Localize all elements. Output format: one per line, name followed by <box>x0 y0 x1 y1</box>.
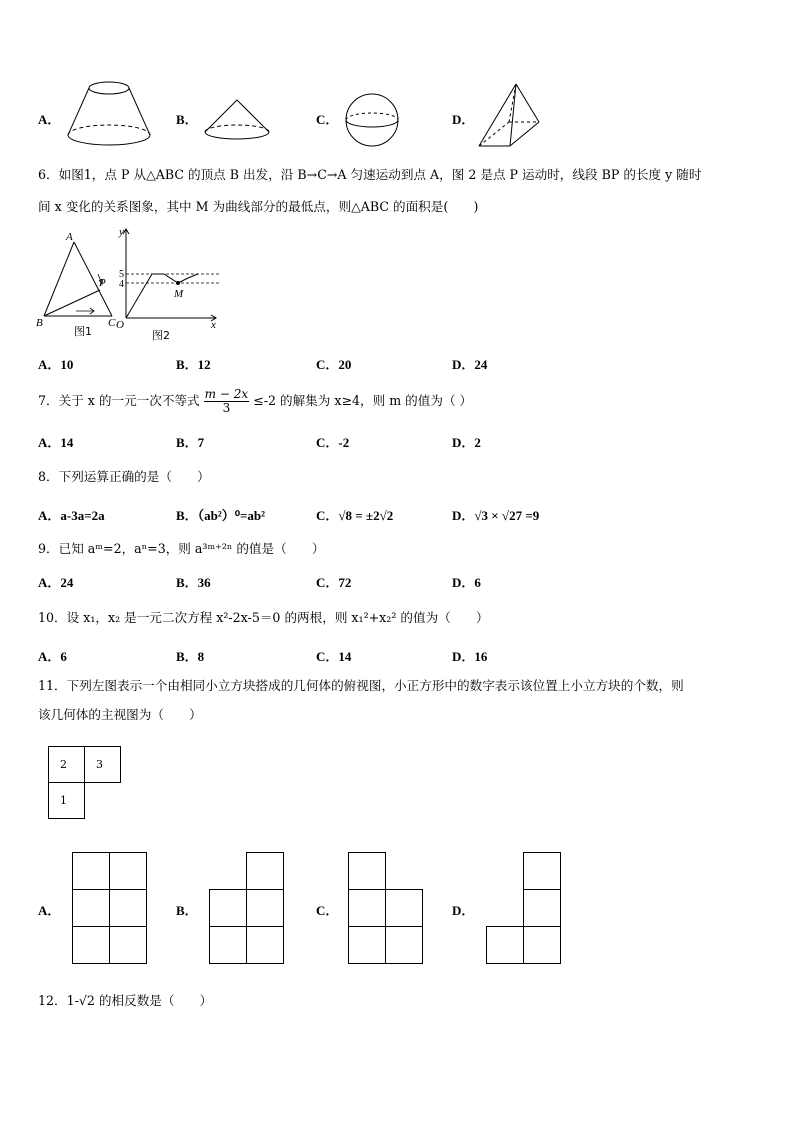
q6-fig2-axis-x: x <box>211 319 216 331</box>
q6-option-b: B．12 <box>176 357 211 372</box>
q7-option-c: C．-2 <box>316 435 350 450</box>
q5-option-d-label: D． <box>452 112 475 127</box>
q7-suffix: ≤-2 的解集为 x≥4，则 m 的值为（ ） <box>253 393 473 408</box>
q6-fig2-point-m: M <box>174 288 184 300</box>
q9-option-a: A．24 <box>38 575 74 590</box>
q11-top-view-count: 3 <box>96 758 103 771</box>
q6-fig2-tick-4: 4 <box>119 279 124 290</box>
q5-option-b-label: B． <box>176 112 198 127</box>
q5-option-c-label: C． <box>316 112 339 127</box>
q9-option-b: B．36 <box>176 575 211 590</box>
q10-question: 10．设 x₁，x₂ 是一元二次方程 x²-2x-5＝0 的两根，则 x₁²+x₂² 的值为（ ） <box>38 610 489 625</box>
q11-option-d-label: D． <box>452 903 475 918</box>
front-view-cell <box>348 926 386 964</box>
q7-frac-numerator: m − 2x <box>204 387 249 401</box>
q10-option-a: A．6 <box>38 649 67 664</box>
q9-option-d: D．6 <box>452 575 481 590</box>
q6-fig1-vertex-a: A <box>66 231 73 243</box>
front-view-cell <box>246 852 284 890</box>
q11-top-view-count: 1 <box>60 794 67 807</box>
q8-option-c: C．√8 = ±2√2 <box>316 508 394 523</box>
q6-question-line1: 6．如图1，点 P 从△ABC 的顶点 B 出发，沿 B→C→A 匀速运动到点 A，图 2 是点 P 运动时，线段 BP 的长度 y 随时 <box>38 167 702 182</box>
front-view-cell <box>209 889 247 927</box>
q8-option-d: D．√3 × √27 =9 <box>452 508 540 523</box>
front-view-cell <box>72 852 110 890</box>
front-view-cell <box>209 926 247 964</box>
q11-option-c-label: C． <box>316 903 339 918</box>
q10-option-c: C．14 <box>316 649 352 664</box>
q8-question: 8．下列运算正确的是（ ） <box>38 469 210 484</box>
q6-fig1-caption: 图1 <box>74 325 92 338</box>
sphere-figure <box>344 92 400 148</box>
q6-fig2-origin: O <box>116 319 124 331</box>
front-view-cell <box>72 926 110 964</box>
q12-question: 12．1-√2 的相反数是（ ） <box>38 993 213 1008</box>
cone-figure <box>202 98 272 143</box>
q8-option-b: B．（ab²）⁰=ab² <box>176 508 266 523</box>
q11-top-view-count: 2 <box>60 758 67 771</box>
q6-option-d: D．24 <box>452 357 488 372</box>
frustum-figure <box>64 80 154 150</box>
front-view-cell <box>109 889 147 927</box>
q6-fig2-tick-5: 5 <box>119 269 124 280</box>
front-view-cell <box>385 889 423 927</box>
front-view-cell <box>72 889 110 927</box>
front-view-cell <box>246 889 284 927</box>
q9-question: 9．已知 aᵐ=2，aⁿ=3，则 a³ᵐ⁺²ⁿ 的值是（ ） <box>38 541 325 556</box>
q7-frac-denominator: 3 <box>222 401 231 415</box>
q6-question-line2: 间 x 变化的关系图象，其中 M 为曲线部分的最低点，则△ABC 的面积是( ) <box>38 199 479 214</box>
q11-option-a-label: A． <box>38 903 61 918</box>
q7-option-d: D．2 <box>452 435 481 450</box>
front-view-cell <box>109 852 147 890</box>
front-view-cell <box>523 926 561 964</box>
q6-fig2-axis-y: y <box>119 226 124 238</box>
q7-option-a: A．14 <box>38 435 74 450</box>
q7-fraction <box>204 388 249 415</box>
q5-option-a-label: A． <box>38 112 61 127</box>
q6-option-c: C．20 <box>316 357 352 372</box>
q10-option-b: B．8 <box>176 649 205 664</box>
q10-option-d: D．16 <box>452 649 488 664</box>
q6-option-a: A．10 <box>38 357 74 372</box>
q6-fig1-vertex-c: C <box>108 317 116 329</box>
front-view-cell <box>385 926 423 964</box>
q11-question-line1: 11．下列左图表示一个由相同小立方块搭成的几何体的俯视图，小正方形中的数字表示该位置上小立方块的个数，则 <box>38 678 684 693</box>
front-view-cell <box>348 889 386 927</box>
q7-option-b: B．7 <box>176 435 205 450</box>
q8-option-a: A．a-3a=2a <box>38 508 105 523</box>
pyramid-figure <box>476 82 546 150</box>
q6-fig1-point-p: P <box>99 277 106 289</box>
q11-question-line2: 该几何体的主视图为（ ） <box>38 707 202 722</box>
q6-fig2-caption: 图2 <box>152 329 170 342</box>
front-view-cell <box>109 926 147 964</box>
q6-figure2-graph <box>112 226 224 344</box>
q6-fig1-vertex-b: B <box>36 317 43 329</box>
q7-question <box>38 388 472 415</box>
q11-option-b-label: B． <box>176 903 198 918</box>
front-view-cell <box>348 852 386 890</box>
front-view-cell <box>523 852 561 890</box>
q7-prefix: 7．关于 x 的一元一次不等式 <box>38 393 200 408</box>
front-view-cell <box>523 889 561 927</box>
front-view-cell <box>246 926 284 964</box>
q9-option-c: C．72 <box>316 575 352 590</box>
front-view-cell <box>486 926 524 964</box>
